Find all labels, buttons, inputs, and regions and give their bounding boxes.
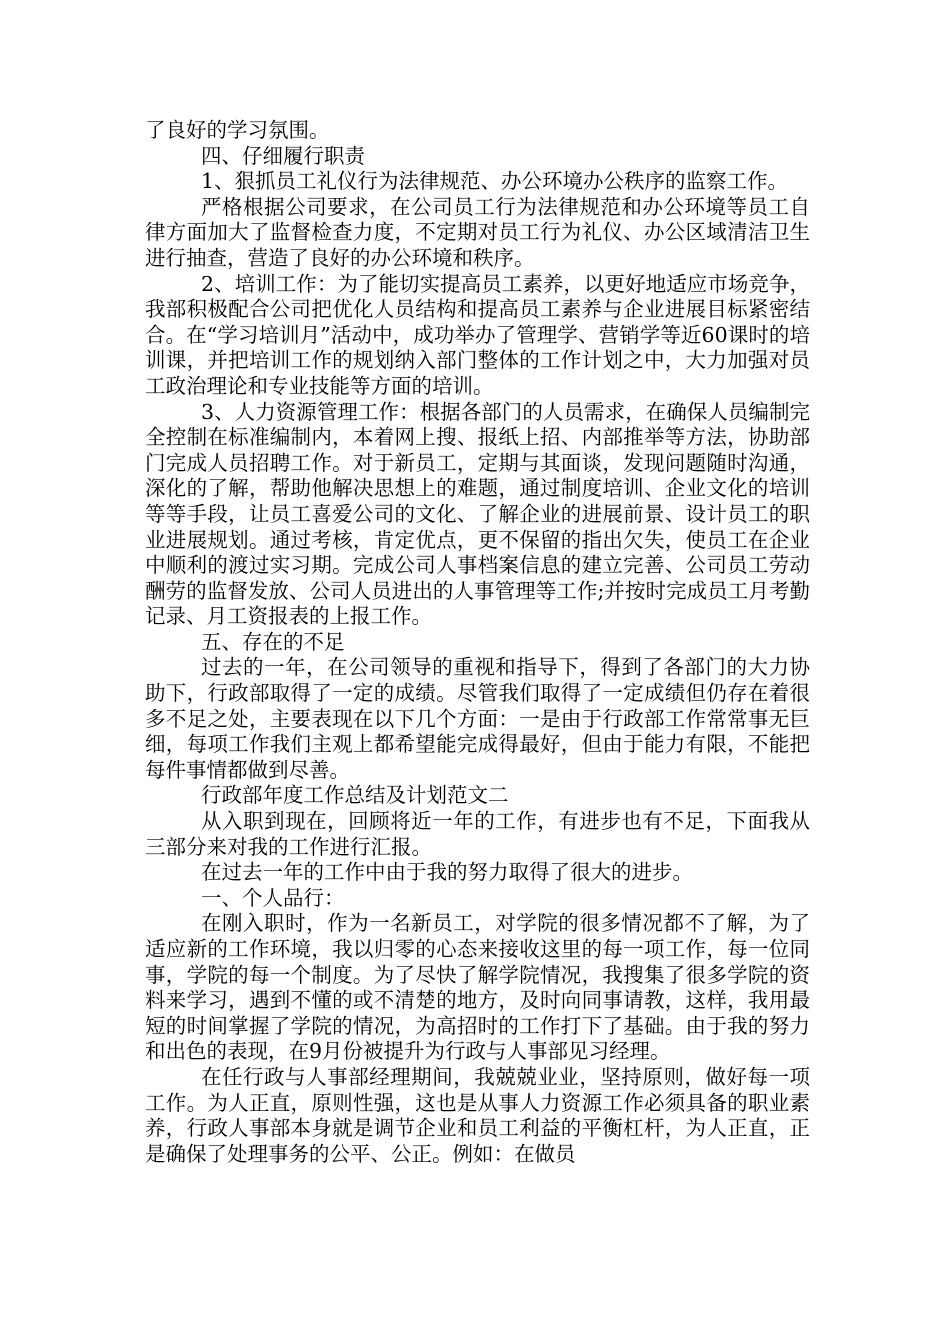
section-heading: 四、仔细履行职责 <box>201 143 365 168</box>
section-heading: 五、存在的不足 <box>201 629 345 654</box>
paragraph: 严格根据公司要求，在公司员工行为法律规范和办公环境等员工自律方面加大了监督检查力度，不定期对员工行为礼仪、办公区域清洁卫生进行抽查，营造了良好的办公环境和秩序。 <box>145 194 810 270</box>
paragraph: 过去的一年，在公司领导的重视和指导下，得到了各部门的大力协助下，行政部取得了一定的成绩。尽管我们取得了一定成绩但仍存在着很多不足之处，主要表现在以下几个方面：一是由于行政部工作常常事无巨细，每项工作我们主观上都希望能完成得最好，但由于能力有限，不能把每件事情都做到尽善。 <box>145 655 810 782</box>
paragraph: 在过去一年的工作中由于我的努力取得了很大的进步。 <box>201 860 693 885</box>
paragraph: 在任行政与人事部经理期间，我兢兢业业，坚持原则，做好每一项工作。为人正直，原则性强，这也是从事人力资源工作必须具备的职业素养，行政人事部本身就是调节企业和员工利益的平衡杠杆，为人正直，正是确保了处理事务的公平、公正。例如：在做员 <box>145 1064 810 1166</box>
section-heading: 一、个人品行： <box>201 885 345 910</box>
paragraph: 2、培训工作：为了能切实提高员工素养，以更好地适应市场竞争，我部积极配合公司把优化人员结构和提高员工素养与企业进展目标紧密结合。在“学习培训月”活动中，成功举办了管理学、营销学等近60课时的培训课，并把培训工作的规划纳入部门整体的工作计划之中，大力加强对员工政治理论和专业技能等方面的培训。 <box>145 271 810 398</box>
document-body <box>145 118 810 1167</box>
paragraph: 在刚入职时，作为一名新员工，对学院的很多情况都不了解，为了适应新的工作环境，我以归零的心态来接收这里的每一项工作，每一位同事，学院的每一个制度。为了尽快了解学院情况，我搜集了很多学院的资料来学习，遇到不懂的或不清楚的地方，及时向同事请教，这样，我用最短的时间掌握了学院的情况，为高招时的工作打下了基础。由于我的努力和出色的表现，在9月份被提升为行政与人事部见习经理。 <box>145 911 810 1064</box>
article-title: 行政部年度工作总结及计划范文二 <box>201 783 509 808</box>
paragraph: 从入职到现在，回顾将近一年的工作，有进步也有不足，下面我从三部分来对我的工作进行汇报。 <box>145 809 810 859</box>
paragraph: 了良好的学习氛围。 <box>145 118 330 142</box>
paragraph: 3、人力资源管理工作：根据各部门的人员需求，在确保人员编制完全控制在标准编制内，本着网上搜、报纸上招、内部推举等方法，协助部门完成人员招聘工作。对于新员工，定期与其面谈，发现问题随时沟通，深化的了解，帮助他解决思想上的难题，通过制度培训、企业文化的培训等等手段，让员工喜爱公司的文化、了解企业的进展前景、设计员工的职业进展规划。通过考核，肯定优点，更不保留的指出欠失，使员工在企业中顺利的渡过实习期。完成公司人事档案信息的建立完善、公司员工劳动酬劳的监督发放、公司人员进出的人事管理等工作;并按时完成员工月考勤记录、月工资报表的上报工作。 <box>145 399 810 629</box>
paragraph: 1、狠抓员工礼仪行为法律规范、办公环境办公秩序的监察工作。 <box>201 169 789 194</box>
